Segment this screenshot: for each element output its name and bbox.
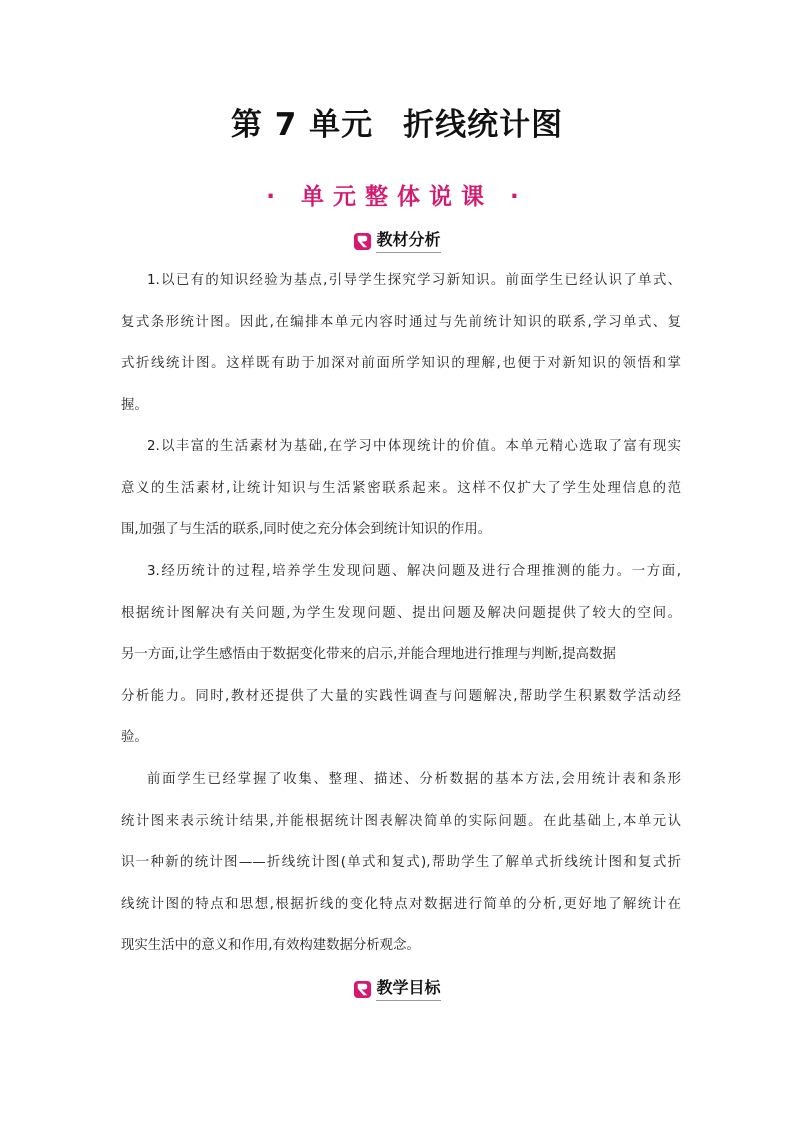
section-banner: · 单元整体说课 · bbox=[266, 184, 528, 210]
ribbon-badge-icon bbox=[353, 232, 372, 251]
section-heading-label: 教材分析 bbox=[376, 229, 440, 253]
paragraph-line: 意义的生活素材,让统计知识与生活紧密联系起来。这样不仅扩大了学生处理信息的范 bbox=[121, 480, 681, 496]
paragraph-1 bbox=[121, 260, 681, 426]
paragraph-line: 复式条形统计图。因此,在编排本单元内容时通过与先前统计知识的联系,学习单式、复 bbox=[121, 314, 681, 330]
unit-number: 第 7 单元 bbox=[230, 107, 374, 143]
unit-topic: 折线统计图 bbox=[403, 107, 564, 143]
paragraph-line: 验。 bbox=[121, 730, 148, 745]
paragraph-line: 根据统计图解决有关问题,为学生发现问题、提出问题及解决问题提供了较大的空间。 bbox=[121, 605, 681, 621]
paragraph-line: 握。 bbox=[121, 397, 148, 413]
paragraph-2 bbox=[121, 426, 681, 551]
paragraph-3 bbox=[121, 551, 681, 759]
paragraph-line: 前面学生已经掌握了收集、整理、描述、分析数据的基本方法,会用统计表和条形 bbox=[147, 772, 681, 787]
paragraph-line: 围,加强了与生活的联系,同时使之充分体会到统计知识的作用。 bbox=[121, 522, 492, 537]
paragraph-line: 现实生活中的意义和作用,有效构建数据分析观念。 bbox=[121, 938, 420, 953]
unit-title bbox=[0, 103, 794, 147]
section-heading-teaching-goals bbox=[0, 977, 794, 1001]
paragraph-line: 识一种新的统计图——折线统计图(单式和复式),帮助学生了解单式折线统计图和复式折 bbox=[121, 855, 681, 870]
section-heading-textbook-analysis bbox=[0, 229, 794, 253]
section-heading-label: 教学目标 bbox=[376, 977, 440, 1001]
paragraph-line: 1.以已有的知识经验为基点,引导学生探究学习新知识。前面学生已经认识了单式、 bbox=[147, 273, 681, 288]
paragraph-line: 2.以丰富的生活素材为基础,在学习中体现统计的价值。本单元精心选取了富有现实 bbox=[147, 439, 681, 454]
paragraph-4 bbox=[121, 759, 681, 967]
paragraph-line: 式折线统计图。这样既有助于加深对前面所学知识的理解,也便于对新知识的领悟和掌 bbox=[121, 356, 681, 371]
ribbon-badge-icon bbox=[353, 980, 372, 999]
paragraph-line: 另一方面,让学生感悟由于数据变化带来的启示,并能合理地进行推理与判断,提高数据 bbox=[121, 647, 616, 662]
paragraph-line: 线统计图的特点和思想,根据折线的变化特点对数据进行简单的分析,更好地了解统计在 bbox=[121, 896, 681, 912]
paragraph-line: 3.经历统计的过程,培养学生发现问题、解决问题及进行合理推测的能力。一方面, bbox=[147, 564, 681, 579]
paragraph-line: 统计图来表示统计结果,并能根据统计图表解决简单的实际问题。在此基础上,本单元认 bbox=[121, 813, 681, 829]
paragraph-line: 分析能力。同时,教材还提供了大量的实践性调查与问题解决,帮助学生积累数学活动经 bbox=[121, 688, 681, 704]
